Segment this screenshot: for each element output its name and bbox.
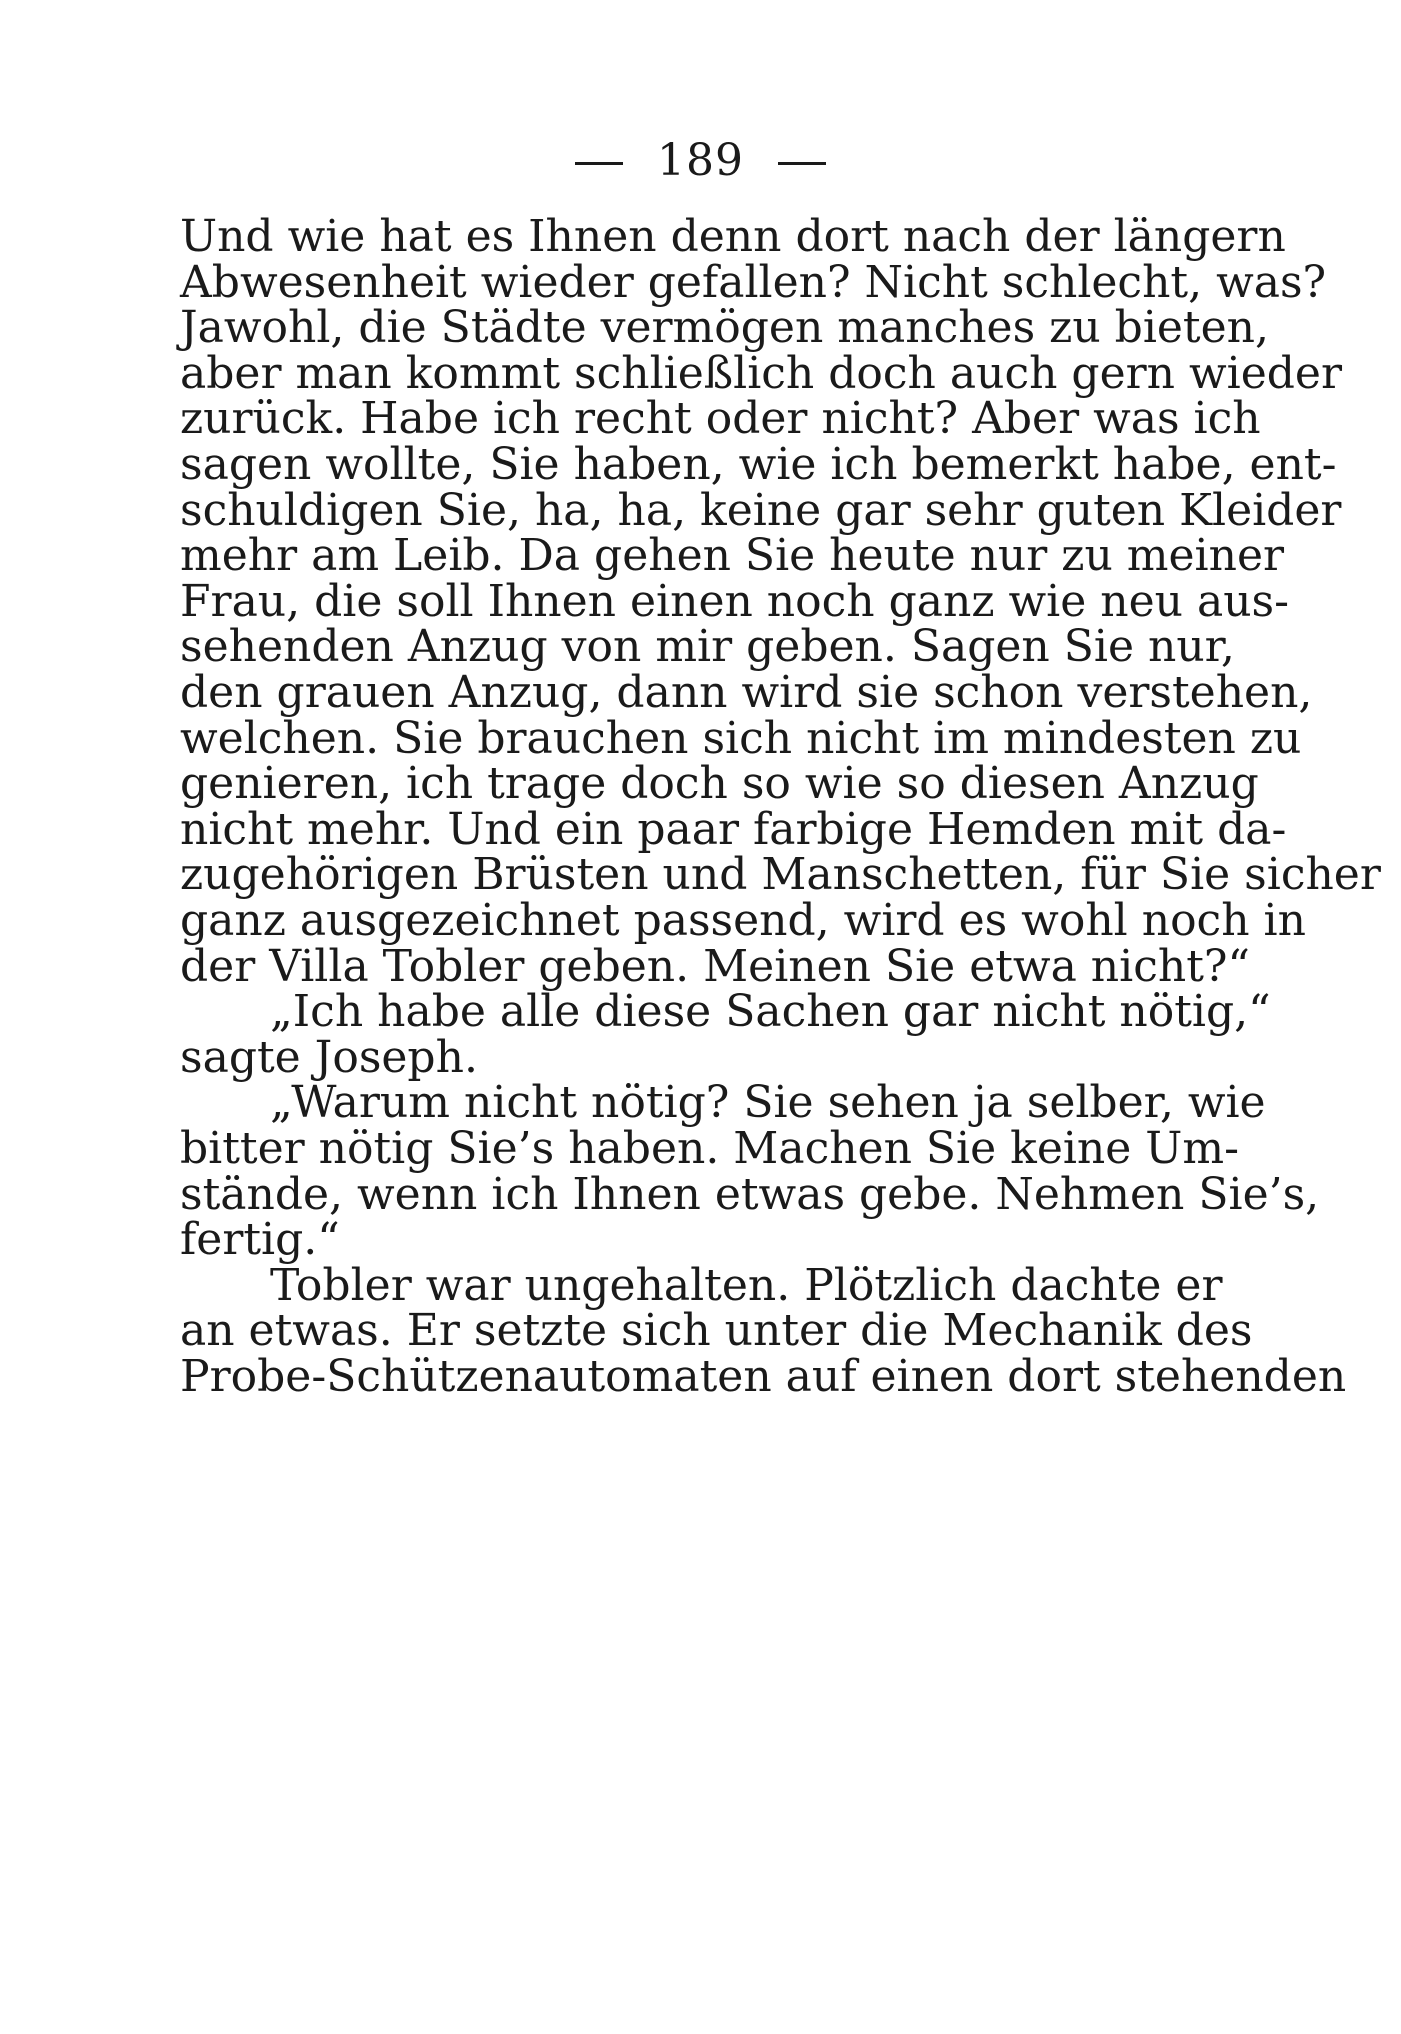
text-line: nicht mehr. Und ein paar farbige Hemden mit da- bbox=[180, 804, 1287, 855]
text-line: zurück. Habe ich recht oder nicht? Aber was ich bbox=[180, 393, 1261, 444]
text-line: aber man kommt schließlich doch auch gern wieder bbox=[180, 348, 1342, 399]
text-line: stände, wenn ich Ihnen etwas gebe. Nehmen Sie’s, bbox=[180, 1169, 1320, 1220]
text-line: Probe-Schützenautomaten auf einen dort stehenden bbox=[180, 1351, 1347, 1402]
page-number: 189 bbox=[657, 135, 744, 186]
text-line: „Ich habe alle diese Sachen gar nicht nötig,“ bbox=[270, 986, 1271, 1037]
text-line: der Villa Tobler geben. Meinen Sie etwa nicht?“ bbox=[180, 941, 1250, 992]
text-line: sagte Joseph. bbox=[180, 1032, 478, 1083]
text-line: Abwesenheit wieder gefallen? Nicht schlecht, was? bbox=[180, 257, 1327, 308]
page-number-dash-left bbox=[575, 162, 623, 165]
text-line: den grauen Anzug, dann wird sie schon verstehen, bbox=[180, 667, 1313, 718]
text-line: genieren, ich trage doch so wie so diesen Anzug bbox=[180, 758, 1259, 809]
text-line: Jawohl, die Städte vermögen manches zu bieten, bbox=[180, 302, 1269, 353]
text-line: mehr am Leib. Da gehen Sie heute nur zu meiner bbox=[180, 530, 1285, 581]
text-line: ganz ausgezeichnet passend, wird es wohl noch in bbox=[180, 895, 1306, 946]
text-line: zugehörigen Brüsten und Manschetten, für Sie sicher bbox=[180, 849, 1381, 900]
text-line: fertig.“ bbox=[180, 1214, 340, 1265]
text-line: sehenden Anzug von mir geben. Sagen Sie nur, bbox=[180, 621, 1235, 672]
text-line: Und wie hat es Ihnen denn dort nach der längern bbox=[180, 211, 1286, 262]
text-line: Tobler war ungehalten. Plötzlich dachte er bbox=[270, 1260, 1223, 1311]
text-line: an etwas. Er setzte sich unter die Mechanik des bbox=[180, 1305, 1253, 1356]
text-line: sagen wollte, Sie haben, wie ich bemerkt habe, ent- bbox=[180, 439, 1337, 490]
text-line: welchen. Sie brauchen sich nicht im mindesten zu bbox=[180, 713, 1302, 764]
text-line: schuldigen Sie, ha, ha, keine gar sehr guten Kleider bbox=[180, 485, 1342, 536]
page-number-dash-right bbox=[778, 162, 826, 165]
page-number-header bbox=[0, 135, 1401, 186]
text-line: Frau, die soll Ihnen einen noch ganz wie neu aus- bbox=[180, 576, 1289, 627]
text-line: bitter nötig Sie’s haben. Machen Sie keine Um- bbox=[180, 1123, 1239, 1174]
text-line: „Warum nicht nötig? Sie sehen ja selber, wie bbox=[270, 1077, 1266, 1128]
